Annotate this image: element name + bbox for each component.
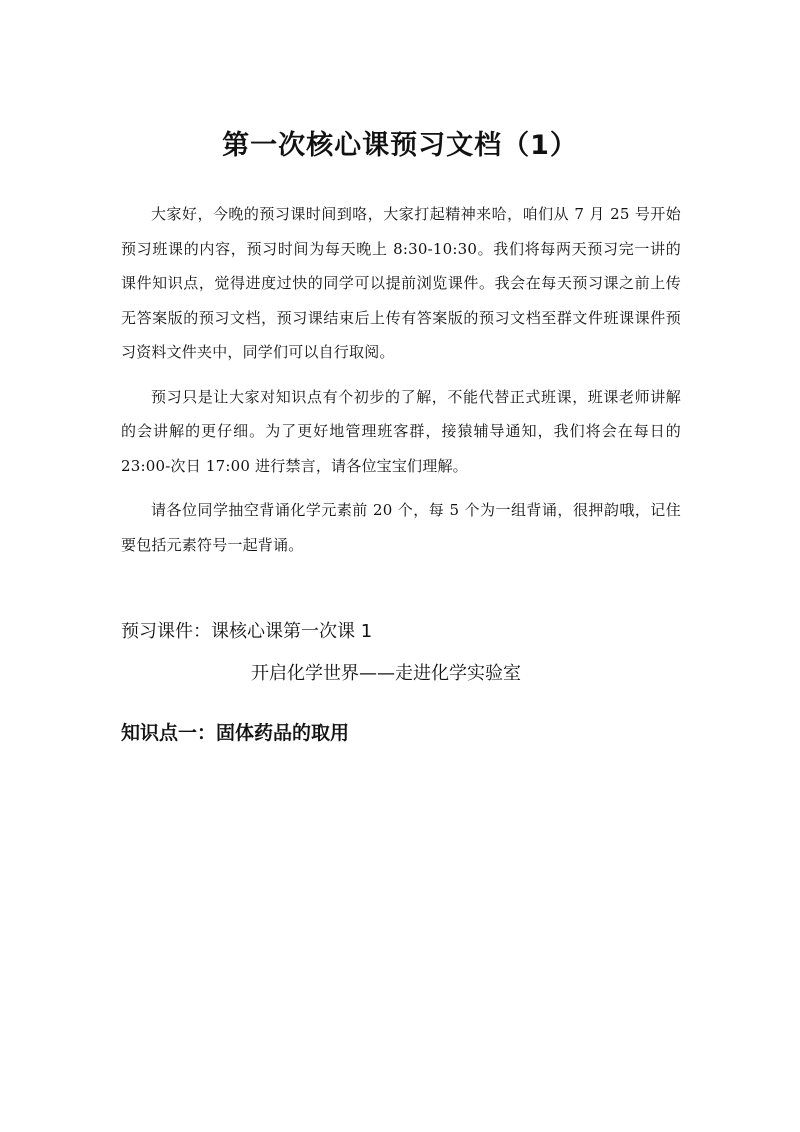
chapter-subtitle: 开启化学世界——走进化学实验室: [251, 663, 521, 684]
section-heading: 知识点一：固体药品的取用: [121, 722, 350, 744]
document-title: 第一次核心课预习文档（1）: [222, 130, 578, 161]
paragraph-notice: 预习只是让大家对知识点有个初步的了解，不能代替正式班课，班课老师讲解的会讲解的更仔细。为了更好地管理班客群，接猿辅导通知，我们将会在每日的 23:00-次日 17:00 进行禁言，请各位宝宝们理解。: [121, 387, 681, 475]
paragraph-task: 请各位同学抽空背诵化学元素前 20 个，每 5 个为一组背诵，很押韵哦，记住要包括元素符号一起背诵。: [121, 501, 681, 554]
course-line: 预习课件：课核心课第一次课 1: [121, 621, 373, 642]
paragraph-intro: 大家好，今晚的预习课时间到咯，大家打起精神来哈，咱们从 7 月 25 号开始预习班课的内容，预习时间为每天晚上 8:30-10:30。我们将每两天预习完一讲的课件知识点，觉得进度过快的同学可以提前浏览课件。我会在每天预习课之前上传无答案版的预习文档，预习课结束后上传有答案版的预习文档至群文件班课课件预习资料文件夹中，同学们可以自行取阅。: [121, 205, 681, 361]
body-text: [121, 197, 681, 572]
